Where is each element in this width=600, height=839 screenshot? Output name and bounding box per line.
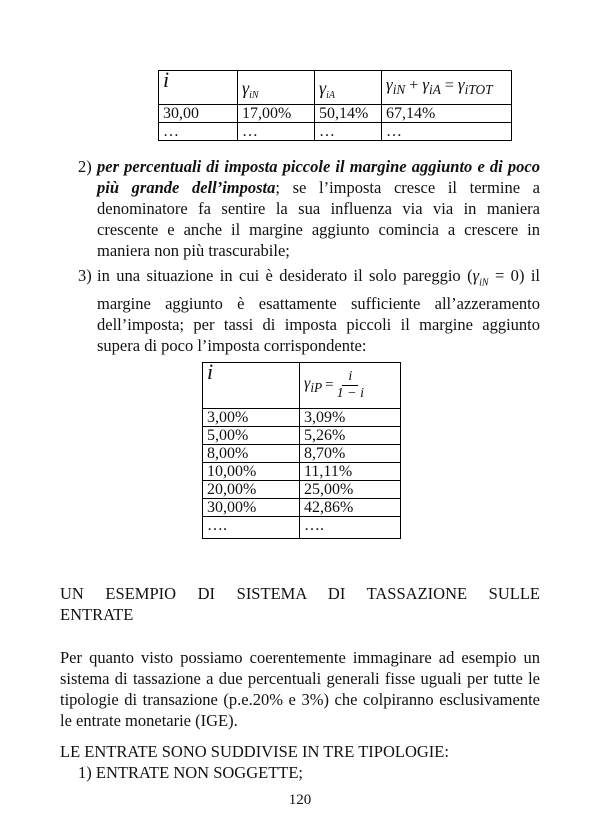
item-number: 2) <box>78 157 92 176</box>
item-bold-text: per percentuali di imposta piccole il margine aggiunto e di poco più grande dell’imposta <box>97 157 540 197</box>
header-gamma-tot: $\gamma_{iN} + \gamma_{iA} = \gamma_{iTOT}$ <box>382 71 512 105</box>
page-number: 120 <box>288 792 312 808</box>
header-gamma-ia: $\gamma_{iA}$ <box>315 71 382 105</box>
table-row: …. …. <box>203 517 401 539</box>
header-i: i <box>203 363 300 409</box>
table-gamma-ip <box>202 359 401 539</box>
item-text: ; se l’imposta cresce il termine a denominatore fa sentire la sua influenza via via in maniera crescente e anche il margine aggiunto comincia a crescere in maniera non più trascurabile; <box>97 178 540 260</box>
math-gamma-in: $\gamma_{iN}$ <box>472 266 489 289</box>
table-row: 8,00% 8,70% <box>203 445 401 463</box>
header-i: i <box>159 71 238 105</box>
table-gamma <box>158 67 512 141</box>
table-row: 30,00% 42,86% <box>203 499 401 517</box>
list-heading: LE ENTRATE SONO SUDDIVISE IN TRE TIPOLOGIE: <box>60 742 449 761</box>
list-item-1: 1) ENTRATE NON SOGGETTE; <box>78 763 304 782</box>
section-heading-line2: ENTRATE <box>60 605 134 624</box>
table-row: 3,00% 3,09% <box>203 409 401 427</box>
section-heading: UN ESEMPIO DI SISTEMA DI TASSAZIONE SULLE <box>60 584 540 603</box>
header-gamma-in: $\gamma_{iN}$ <box>238 71 315 105</box>
table-row: 30,00 17,00% 50,14% 67,14% <box>159 105 512 123</box>
list-item-3: 3) in una situazione in cui è desiderato il solo pareggio $(\gamma_{iN} = 0)$ il margine aggiunto è esattamente sufficiente all’azzeramento dell’imposta; per tassi di imposta piccoli il margine aggiunto supera di poco l’imposta corrispondente: <box>78 266 541 356</box>
header-formula: $\gamma_{iP}$ = $\frac{i}{1 - i}$ <box>300 363 401 409</box>
table-row: 5,00% 5,26% <box>203 427 401 445</box>
body-paragraph: Per quanto visto possiamo coerentemente immaginare ad esempio un sistema di tassazione a due percentuali generali fisse uguali per tutte le tipologie di transazione (p.e.20% e 3%) che colpiranno esclusivamente le entrate monetarie (IGE). <box>60 648 540 730</box>
table-row: … … … … <box>159 123 512 141</box>
list-item-2 <box>78 156 540 261</box>
table-row: 10,00% 11,11% <box>203 463 401 481</box>
table-row: 20,00% 25,00% <box>203 481 401 499</box>
item-number: 3) <box>78 266 92 285</box>
